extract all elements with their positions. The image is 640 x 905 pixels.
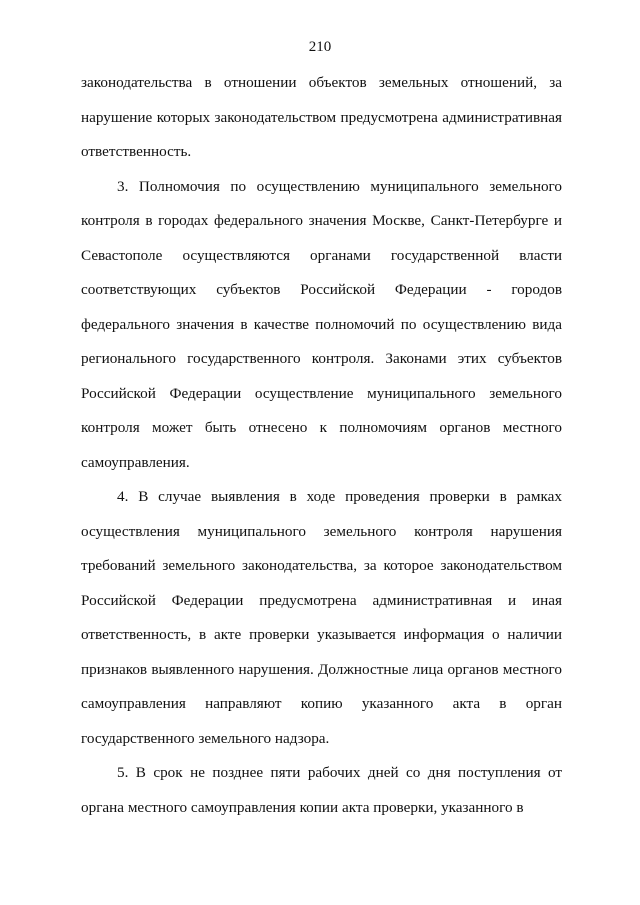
paragraph-item-3: 3. Полномочия по осуществлению муниципального земельного контроля в городах федерального значения Москве, Санкт-Петербурге и Севастополе осуществляются органами государственной власти соответствующих субъектов Российской Федерации - городов федерального значения в качестве полномочий по осуществлению вида регионального государственного контроля. Законами этих субъектов Российской Федерации осуществление муниципального земельного контроля может быть отнесено к полномочиям органов местного самоуправления. [81,177,562,471]
paragraph-continuation: законодательства в отношении объектов земельных отношений, за нарушение которых законодательством предусмотрена административная ответственность. [81,74,562,160]
page-number: 210 [308,39,332,55]
paragraph-item-4: 4. В случае выявления в ходе проведения проверки в рамках осуществления муниципального земельного контроля нарушения требований земельного законодательства, за которое законодательством Российской Федерации предусмотрена административная и иная ответственность, в акте проверки указывается информация о наличии признаков выявленного нарушения. Должностные лица органов местного самоуправления направляют копию указанного акта в орган государственного земельного надзора. [81,488,562,747]
document-body [81,66,562,825]
paragraph-item-5: 5. В срок не позднее пяти рабочих дней со дня поступления от органа местного самоуправления копии акта проверки, указанного в [81,764,562,816]
